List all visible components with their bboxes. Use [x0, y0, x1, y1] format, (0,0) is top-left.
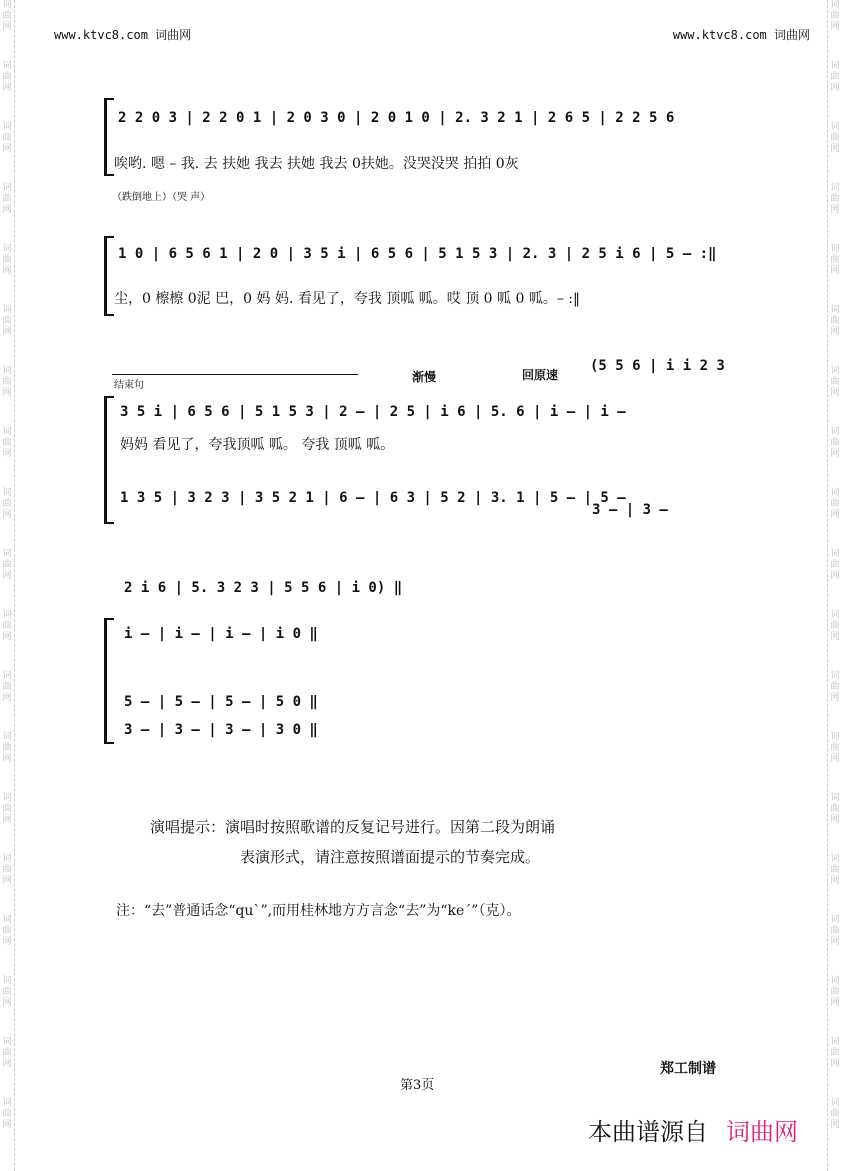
system3-intro: (5 5 6 | i i 2 3	[590, 358, 725, 374]
tempo-slower: 渐慢	[412, 370, 437, 384]
source-label: 本曲谱源自	[588, 1118, 708, 1146]
system1-lyrics: 唉哟. 嗯 – 我. 去 扶她 我去 扶她 我去 0扶她。没哭没哭 拍拍 0灰	[114, 156, 519, 172]
source-brand[interactable]: 词曲网	[726, 1118, 798, 1146]
system4-bottom-notes-2: 3 – | 3 – | 3 – | 3 0 ‖	[124, 722, 318, 738]
watermark-left: 词 曲 网 词 曲 网 词 曲 网 词 曲 网 词 曲 网 词 曲 网 词 曲 网 词 曲 网 词 曲 网 词 曲 网 词 曲 网 词 曲 网 词 曲 网 词 曲 网 词 曲 网 词 曲 网 词 曲 网 词 曲 网 词 曲 网	[0, 0, 15, 1171]
ending-label: 结束句	[114, 380, 144, 391]
system3-lower-notes: 1 3 5 | 3 2 3 | 3 5 2 1 | 6 – | 6 3 | 5 2 | 3. 1 | 5 – | 5 –	[120, 490, 626, 506]
system2-notes: 1 0 | 6 5 6 1 | 2 0 | 3 5 i | 6 5 6 | 5 1 5 3 | 2. 3 | 2 5 i 6 | 5 – :‖	[118, 246, 717, 262]
system1-annotation: （跌倒地上）（哭 声）	[112, 192, 211, 203]
page-number: 第3页	[400, 1078, 435, 1093]
system3-bracket	[104, 396, 115, 524]
system3-lower-notes-2: 3 – | 3 –	[592, 502, 668, 518]
site-url-right[interactable]: www.ktvc8.com 词曲网	[672, 28, 810, 42]
system2-lyrics: 尘，0 檫檫 0泥 巴，0 妈 妈. 看见了，夸我 顶呱 呱。哎 顶 0 呱 0 呱。– :‖	[114, 291, 581, 307]
pronunciation-note: 注：“去”普通话念“qu`”,而用桂林地方方言念“去”为“ke´”（克）。	[116, 903, 521, 919]
system4-bottom-notes-1: 5 – | 5 – | 5 – | 5 0 ‖	[124, 694, 318, 710]
system3-notes: 3 5 i | 6 5 6 | 5 1 5 3 | 2 – | 2 5 | i 6 | 5. 6 | i – | i –	[120, 404, 626, 420]
performance-hint-line1: 演唱提示：演唱时按照歌谱的反复记号进行。因第二段为朗诵	[150, 818, 556, 836]
system4-top-notes: 2 i 6 | 5. 3 2 3 | 5 5 6 | i 0) ‖	[124, 580, 403, 596]
system1-notes: 2 2 0 3 | 2 2 0 1 | 2 0 3 0 | 2 0 1 0 | 2. 3 2 1 | 2 6 5 | 2 2 5 6	[118, 110, 675, 126]
system3-lyrics: 妈妈 看见了，夸我顶呱 呱。 夸我 顶呱 呱。	[120, 437, 395, 453]
watermark-right: 词 曲 网 词 曲 网 词 曲 网 词 曲 网 词 曲 网 词 曲 网 词 曲 网 词 曲 网 词 曲 网 词 曲 网 词 曲 网 词 曲 网 词 曲 网 词 曲 网 词 曲 网 词 曲 网 词 曲 网 词 曲 网 词 曲 网	[827, 0, 842, 1171]
tempo-resume: 回原速	[522, 368, 559, 382]
performance-hint-line2: 表演形式，请注意按照谱面提示的节奏完成。	[240, 848, 541, 866]
source-credit	[588, 1112, 798, 1147]
site-url-left[interactable]: www.ktvc8.com 词曲网	[54, 28, 192, 42]
system4-bracket	[104, 618, 115, 744]
ending-line	[112, 374, 358, 375]
system4-mid-notes: i – | i – | i – | i 0 ‖	[124, 626, 318, 642]
score-maker: 郑工制谱	[660, 1061, 716, 1077]
